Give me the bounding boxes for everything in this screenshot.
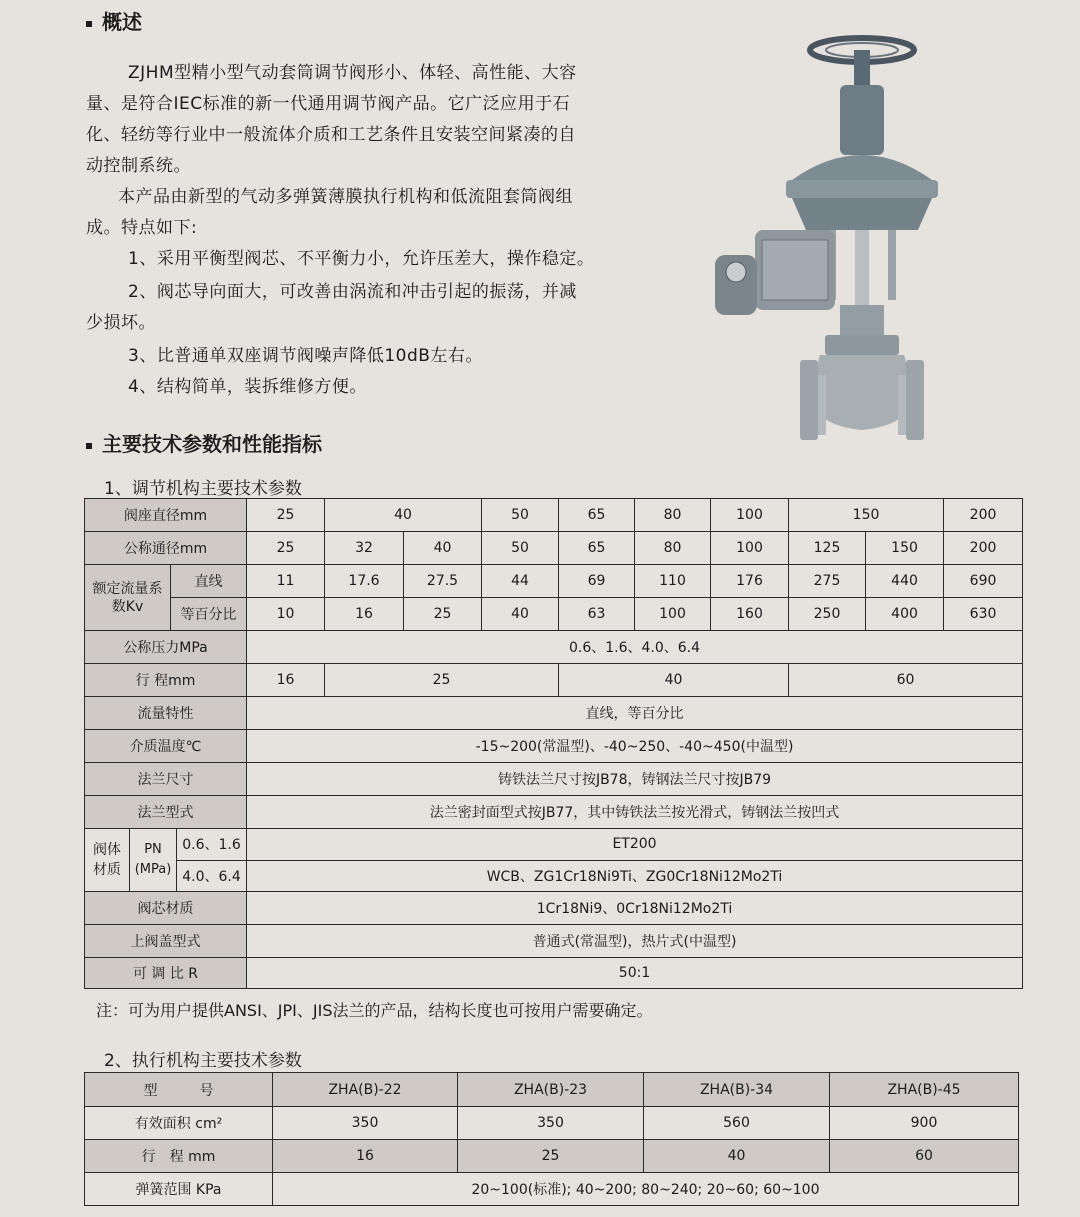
table-cell: 40 — [482, 598, 559, 631]
feature-item: 1、采用平衡型阀芯、不平衡力小，允许压差大，操作稳定。 — [128, 249, 595, 269]
table-cell: 150 — [866, 532, 944, 565]
table-row — [85, 1173, 1019, 1206]
table-row — [85, 829, 1023, 861]
table-cell: 400 — [866, 598, 944, 631]
table-cell: 100 — [711, 532, 789, 565]
table-cell: 125 — [789, 532, 866, 565]
table-cell: 25 — [325, 664, 559, 697]
table-row — [85, 598, 1023, 631]
table-cell: 160 — [711, 598, 789, 631]
table-cell: 法兰密封面型式按JB77，其中铸铁法兰按光滑式，铸钢法兰按凹式 — [247, 796, 1023, 829]
bullet-square-icon — [86, 443, 92, 449]
table-cell: 50 — [482, 499, 559, 532]
feature-item: 少损坏。 — [86, 313, 156, 333]
table-row — [85, 697, 1023, 730]
table-cell: 25 — [247, 532, 325, 565]
table-cell: 110 — [635, 565, 711, 598]
feature-item: 4、结构简单，装拆维修方便。 — [128, 377, 367, 397]
table-cell: 10 — [247, 598, 325, 631]
table-cell: 63 — [559, 598, 635, 631]
table-cell: 65 — [559, 499, 635, 532]
table-cell: 25 — [458, 1140, 644, 1173]
table2-title: 2、执行机构主要技术参数 — [104, 1051, 302, 1071]
body-material-label: 阀体材质 — [85, 829, 130, 891]
table-cell: 60 — [789, 664, 1023, 697]
overview-line: ZJHM型精小型气动套筒调节阀形小、体轻、高性能、大容 — [128, 63, 577, 83]
table-row — [85, 565, 1023, 598]
table-row — [85, 1140, 1019, 1173]
overview-line: 量、是符合IEC标准的新一代通用调节阀产品。它广泛应用于石 — [86, 94, 571, 114]
core-material-label: 阀芯材质 — [85, 892, 247, 925]
table-row — [85, 763, 1023, 796]
table-cell: 40 — [644, 1140, 830, 1173]
table-cell: 20~100(标准); 40~200; 80~240; 20~60; 60~100 — [273, 1173, 1019, 1206]
table-row — [85, 499, 1023, 532]
seat-diameter-label: 阀座直径mm — [85, 499, 247, 532]
table-cell: ZHA(B)-23 — [458, 1073, 644, 1107]
table-cell: 16 — [325, 598, 404, 631]
overview-line: 本产品由新型的气动多弹簧薄膜执行机构和低流阻套筒阀组 — [118, 187, 573, 207]
table-cell: 100 — [711, 499, 789, 532]
valve-spec-table — [84, 498, 1023, 989]
table-cell: 200 — [944, 499, 1023, 532]
table-note: 注：可为用户提供ANSI、JPI、JIS法兰的产品，结构长度也可按用户需要确定。 — [96, 1001, 653, 1020]
table-cell: 17.6 — [325, 565, 404, 598]
table-cell: 32 — [325, 532, 404, 565]
flow-characteristic-label: 流量特性 — [85, 697, 247, 730]
table-cell: 560 — [644, 1107, 830, 1140]
table-cell: 50:1 — [247, 958, 1023, 989]
bullet-square-icon — [86, 21, 92, 27]
model-label: 型 号 — [85, 1073, 273, 1107]
table-cell: ZHA(B)-45 — [830, 1073, 1019, 1107]
kv-label: 额定流量系数Kv — [85, 565, 171, 631]
kv-percentage-label: 等百分比 — [171, 598, 247, 631]
table-cell: ZHA(B)-34 — [644, 1073, 830, 1107]
table-cell: 0.6、1.6、4.0、6.4 — [247, 631, 1023, 664]
stroke-label: 行 程mm — [85, 664, 247, 697]
feature-item: 2、阀芯导向面大，可改善由涡流和冲击引起的振荡，并减 — [128, 282, 577, 302]
table-cell: 普通式(常温型)，热片式(中温型) — [247, 925, 1023, 958]
control-valve-image — [700, 30, 960, 450]
table-row — [85, 631, 1023, 664]
table-row — [85, 664, 1023, 697]
table-row — [85, 730, 1023, 763]
table-row — [85, 925, 1023, 958]
body-material-cell — [85, 829, 247, 892]
overview-line: 化、轻纺等行业中一般流体介质和工艺条件且安装空间紧凑的自 — [86, 125, 576, 145]
table-cell: WCB、ZG1Cr18Ni9Ti、ZG0Cr18Ni12Mo2Ti — [247, 860, 1023, 892]
table-cell: 40 — [404, 532, 482, 565]
table-cell: 275 — [789, 565, 866, 598]
table-cell: 25 — [404, 598, 482, 631]
nominal-diameter-label: 公称通径mm — [85, 532, 247, 565]
table-cell: 80 — [635, 532, 711, 565]
table1-title: 1、调节机构主要技术参数 — [104, 479, 302, 499]
table-row — [85, 796, 1023, 829]
table-cell: 69 — [559, 565, 635, 598]
table-cell: 900 — [830, 1107, 1019, 1140]
table-row — [85, 958, 1023, 989]
spring-range-label: 弹簧范围 KPa — [85, 1173, 273, 1206]
pn-range-1: 0.6、1.6 — [177, 829, 246, 861]
ratio-label: 可 调 比 R — [85, 958, 247, 989]
table-cell: 50 — [482, 532, 559, 565]
table-cell: 27.5 — [404, 565, 482, 598]
table-row — [85, 1107, 1019, 1140]
table-cell: 16 — [273, 1140, 458, 1173]
table-cell: ET200 — [247, 829, 1023, 861]
overview-line: 动控制系统。 — [86, 156, 191, 176]
specs-heading: 主要技术参数和性能指标 — [86, 428, 322, 457]
overview-heading: 概述 — [86, 6, 142, 35]
table-row — [85, 892, 1023, 925]
pn-range-2: 4.0、6.4 — [182, 868, 241, 885]
flange-size-label: 法兰尺寸 — [85, 763, 247, 796]
table-cell: -15~200(常温型)、-40~250、-40~450(中温型) — [247, 730, 1023, 763]
table-cell: 44 — [482, 565, 559, 598]
table-cell: 铸铁法兰尺寸按JB78，铸钢法兰尺寸按JB79 — [247, 763, 1023, 796]
pn-label: PN (MPa) — [130, 829, 177, 891]
table-cell: 150 — [789, 499, 944, 532]
table-cell: 350 — [273, 1107, 458, 1140]
actuator-spec-table — [84, 1072, 1019, 1206]
table-cell: 200 — [944, 532, 1023, 565]
table-cell: 630 — [944, 598, 1023, 631]
table-cell: 176 — [711, 565, 789, 598]
flange-type-label: 法兰型式 — [85, 796, 247, 829]
temperature-label: 介质温度℃ — [85, 730, 247, 763]
table-cell: 25 — [247, 499, 325, 532]
feature-item: 3、比普通单双座调节阀噪声降低10dB左右。 — [128, 346, 483, 366]
table-cell: 690 — [944, 565, 1023, 598]
table-cell: 440 — [866, 565, 944, 598]
kv-linear-label: 直线 — [171, 565, 247, 598]
table-cell: 350 — [458, 1107, 644, 1140]
table-cell: 250 — [789, 598, 866, 631]
table-cell: 100 — [635, 598, 711, 631]
pressure-label: 公称压力MPa — [85, 631, 247, 664]
overview-line: 成。特点如下: — [86, 218, 198, 238]
table-cell: 直线，等百分比 — [247, 697, 1023, 730]
table-cell: 40 — [559, 664, 789, 697]
table-cell: 40 — [325, 499, 482, 532]
table-row — [85, 1073, 1019, 1107]
table-row — [85, 532, 1023, 565]
table-cell: 16 — [247, 664, 325, 697]
table-cell: ZHA(B)-22 — [273, 1073, 458, 1107]
actuator-stroke-label: 行 程 mm — [85, 1140, 273, 1173]
table-cell: 65 — [559, 532, 635, 565]
table-cell: 1Cr18Ni9、0Cr18Ni12Mo2Ti — [247, 892, 1023, 925]
table-cell: 60 — [830, 1140, 1019, 1173]
table-cell: 11 — [247, 565, 325, 598]
table-cell: 80 — [635, 499, 711, 532]
area-label: 有效面积 cm² — [85, 1107, 273, 1140]
bonnet-type-label: 上阀盖型式 — [85, 925, 247, 958]
